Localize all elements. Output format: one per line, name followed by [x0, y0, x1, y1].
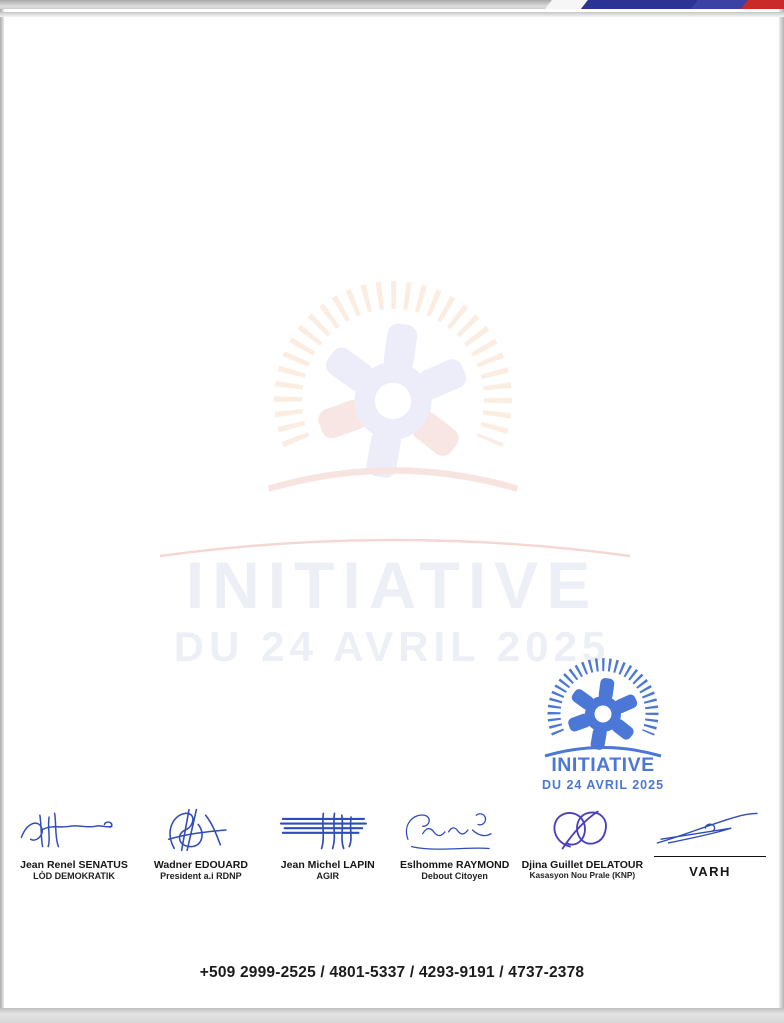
footer-phone-numbers: +509 2999-2525 / 4801-5337 / 4293-9191 / 4737-2378 — [199, 964, 585, 981]
signatory-name: Djina Guillet DELATOUR — [521, 859, 644, 871]
signatory-name: Jean Renel SENATUS — [20, 859, 128, 871]
signature-scribble — [268, 806, 388, 856]
signature-block — [650, 806, 770, 882]
signature-block — [522, 806, 644, 882]
watermark-text — [0, 548, 784, 670]
signature-block — [395, 806, 515, 882]
document-body — [31, 142, 753, 159]
page-bottom-edge — [0, 1008, 784, 1023]
gear-icon — [567, 677, 639, 750]
signature-scribble — [650, 806, 770, 856]
signatory-organization: Kasasyon Nou Prale (KNP) — [529, 870, 636, 881]
watermark-gear-icon — [315, 322, 469, 479]
page-left-edge — [0, 0, 4, 1023]
signatory-organization: AGIR — [316, 871, 340, 882]
signature-block — [268, 806, 388, 882]
initiative-logo — [527, 652, 679, 792]
initiative-logo-mark — [533, 652, 673, 760]
signature-scribble — [141, 806, 261, 856]
logo-subtitle: DU 24 AVRIL 2025 — [541, 778, 665, 792]
signature-line — [654, 856, 766, 857]
signature-block — [141, 806, 261, 882]
top-flag-band — [0, 0, 784, 9]
logo-title: INITIATIVE — [551, 754, 655, 776]
signatory-name: VARH — [689, 864, 731, 879]
signature-scribble — [395, 806, 515, 856]
band-red-segment — [739, 0, 784, 9]
signatory-organization: Debout Citoyen — [421, 871, 488, 882]
band-navy-segment — [579, 0, 708, 9]
watermark-line2: DU 24 AVRIL 2025 — [173, 623, 611, 670]
signature-scribble — [522, 806, 642, 856]
signature-block — [14, 806, 134, 882]
watermark-arc — [269, 471, 518, 489]
signatory-name: Eslhomme RAYMOND — [400, 859, 510, 871]
watermark-line1: INITIATIVE — [185, 548, 599, 622]
signatory-organization: President a.i RDNP — [160, 871, 242, 882]
signatures-row — [0, 806, 784, 882]
page-top-edge — [0, 12, 784, 17]
page-right-edge — [779, 0, 784, 1023]
signatory-organization: LÒD DEMOKRATIK — [33, 871, 115, 882]
signature-scribble — [14, 806, 134, 856]
signatory-name: Wadner EDOUARD — [153, 859, 248, 871]
signatory-name: Jean Michel LAPIN — [280, 859, 375, 871]
